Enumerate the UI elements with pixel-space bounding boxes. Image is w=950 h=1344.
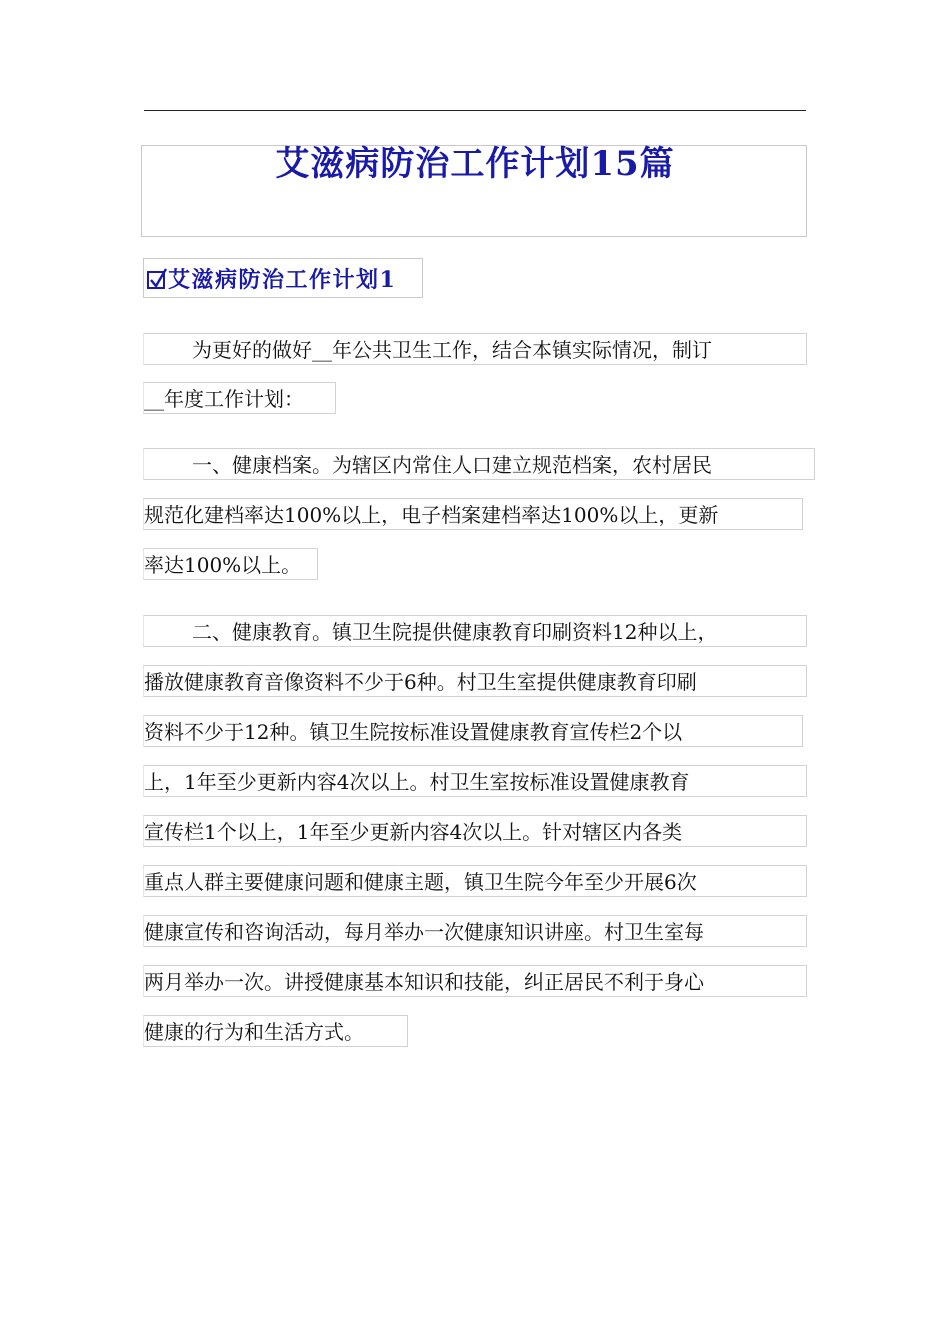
- text-line: 宣传栏1个以上，1年至少更新内容4次以上。针对辖区内各类: [143, 815, 807, 847]
- checkbox-check-icon: [147, 271, 165, 289]
- text-line: 重点人群主要健康问题和健康主题，镇卫生院今年至少开展6次: [143, 865, 807, 897]
- text-line: 率达100%以上。: [143, 548, 318, 580]
- document-title: 艾滋病防治工作计划15篇: [275, 144, 675, 184]
- text-line: 规范化建档率达100%以上，电子档案建档率达100%以上，更新: [143, 498, 803, 530]
- top-horizontal-rule: [144, 110, 806, 111]
- text-line: 一、健康档案。为辖区内常住人口建立规范档案，农村居民: [143, 448, 815, 480]
- text-line: 健康宣传和咨询活动，每月举办一次健康知识讲座。村卫生室每: [143, 915, 807, 947]
- text-line: 健康的行为和生活方式。: [143, 1015, 408, 1047]
- text-line: __年度工作计划：: [143, 382, 336, 414]
- text-line: 为更好的做好__年公共卫生工作，结合本镇实际情况，制订: [143, 333, 807, 365]
- section-heading-label: 艾滋病防治工作计划1: [168, 266, 397, 293]
- text-line: 上，1年至少更新内容4次以上。村卫生室按标准设置健康教育: [143, 765, 807, 797]
- text-line: 播放健康教育音像资料不少于6种。村卫生室提供健康教育印刷: [143, 665, 807, 697]
- text-line: 资料不少于12种。镇卫生院按标准设置健康教育宣传栏2个以: [143, 715, 803, 747]
- section-heading: [143, 258, 423, 298]
- text-line: 两月举办一次。讲授健康基本知识和技能，纠正居民不利于身心: [143, 965, 807, 997]
- text-line: 二、健康教育。镇卫生院提供健康教育印刷资料12种以上，: [143, 615, 807, 647]
